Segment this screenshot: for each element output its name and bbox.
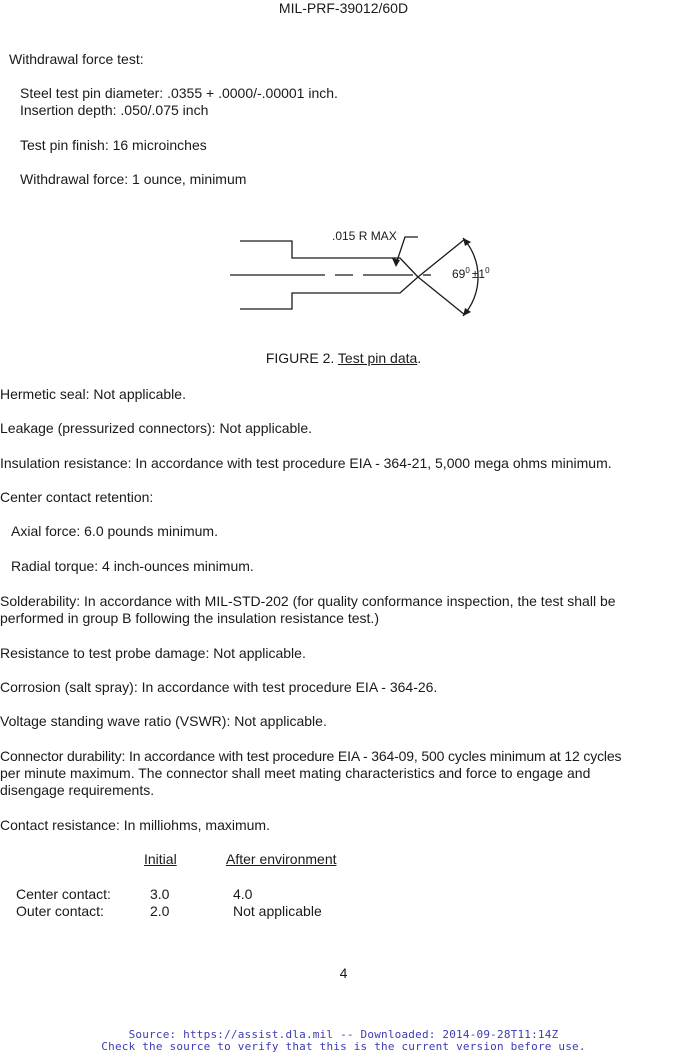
footer-source-line: Source: https://assist.dla.mil -- Downloaded: 2014-09-28T11:14Z xyxy=(128,1028,559,1041)
table-header-initial: Initial xyxy=(144,851,177,867)
radial-torque-text: Radial torque: 4 inch-ounces minimum. xyxy=(11,558,254,574)
durability-line-2: per minute maximum. The connector shall meet mating characteristics and force to engage and xyxy=(0,765,591,781)
footer-verify-line: Check the source to verify that this is the current version before use. xyxy=(101,1040,586,1053)
corrosion-text: Corrosion (salt spray): In accordance with test procedure EIA - 364-26. xyxy=(0,679,438,695)
figure-caption xyxy=(0,350,687,367)
angle-arrowhead-lower xyxy=(463,308,471,316)
figure-caption-title: Test pin data xyxy=(337,350,418,366)
insertion-depth-text: Insertion depth: .050/.075 inch xyxy=(20,102,209,118)
solderability-line-1: Solderability: In accordance with MIL-STD-202 (for quality conformance inspection, the test shall be xyxy=(0,593,616,609)
angle-label: $69^0 \pm 1^0$ xyxy=(452,266,490,281)
radius-label: .015 R MAX xyxy=(332,229,397,243)
radius-arrowhead xyxy=(392,258,400,267)
table-row-label: Center contact: xyxy=(16,886,111,902)
pin-diameter-text: Steel test pin diameter: .0355 + .0000/-.00001 inch. xyxy=(20,85,338,101)
table-cell-initial: 3.0 xyxy=(150,886,170,902)
table-cell-after: 4.0 xyxy=(233,886,253,902)
insulation-resistance-text: Insulation resistance: In accordance with test procedure EIA - 364-21, 5,000 mega ohms minimum. xyxy=(0,455,612,471)
withdrawal-heading: Withdrawal force test: xyxy=(9,51,144,67)
vswr-text: Voltage standing wave ratio (VSWR): Not applicable. xyxy=(0,713,327,729)
figure-caption-prefix: FIGURE 2. xyxy=(265,350,338,366)
table-header-after: After environment xyxy=(226,851,337,867)
pin-upper-outline xyxy=(240,241,418,277)
durability-line-1: Connector durability: In accordance with test procedure EIA - 364-09, 500 cycles minimum at 12 cycles xyxy=(0,748,622,764)
table-cell-initial: 2.0 xyxy=(150,903,170,919)
contact-resistance-text: Contact resistance: In milliohms, maximum. xyxy=(0,817,270,833)
hermetic-seal-text: Hermetic seal: Not applicable. xyxy=(0,386,186,402)
document-number: MIL-PRF-39012/60D xyxy=(278,0,409,16)
withdrawal-force-text: Withdrawal force: 1 ounce, minimum xyxy=(20,171,247,187)
table-cell-after: Not applicable xyxy=(233,903,322,919)
figure-caption-suffix: . xyxy=(417,350,422,366)
pin-lower-outline xyxy=(240,277,418,309)
pin-finish-text: Test pin finish: 16 microinches xyxy=(20,137,207,153)
angle-extension-lower xyxy=(418,277,465,315)
test-pin-figure xyxy=(225,222,500,327)
durability-line-3: disengage requirements. xyxy=(0,782,155,798)
page-number: 4 xyxy=(339,965,348,981)
table-row-label: Outer contact: xyxy=(16,903,104,919)
solderability-line-2: performed in group B following the insulation resistance test.) xyxy=(0,610,379,626)
axial-force-text: Axial force: 6.0 pounds minimum. xyxy=(11,523,218,539)
leakage-text: Leakage (pressurized connectors): Not applicable. xyxy=(0,420,313,436)
probe-damage-text: Resistance to test probe damage: Not applicable. xyxy=(0,645,306,661)
angle-arrowhead-upper xyxy=(463,238,471,246)
center-retention-heading: Center contact retention: xyxy=(0,489,154,505)
